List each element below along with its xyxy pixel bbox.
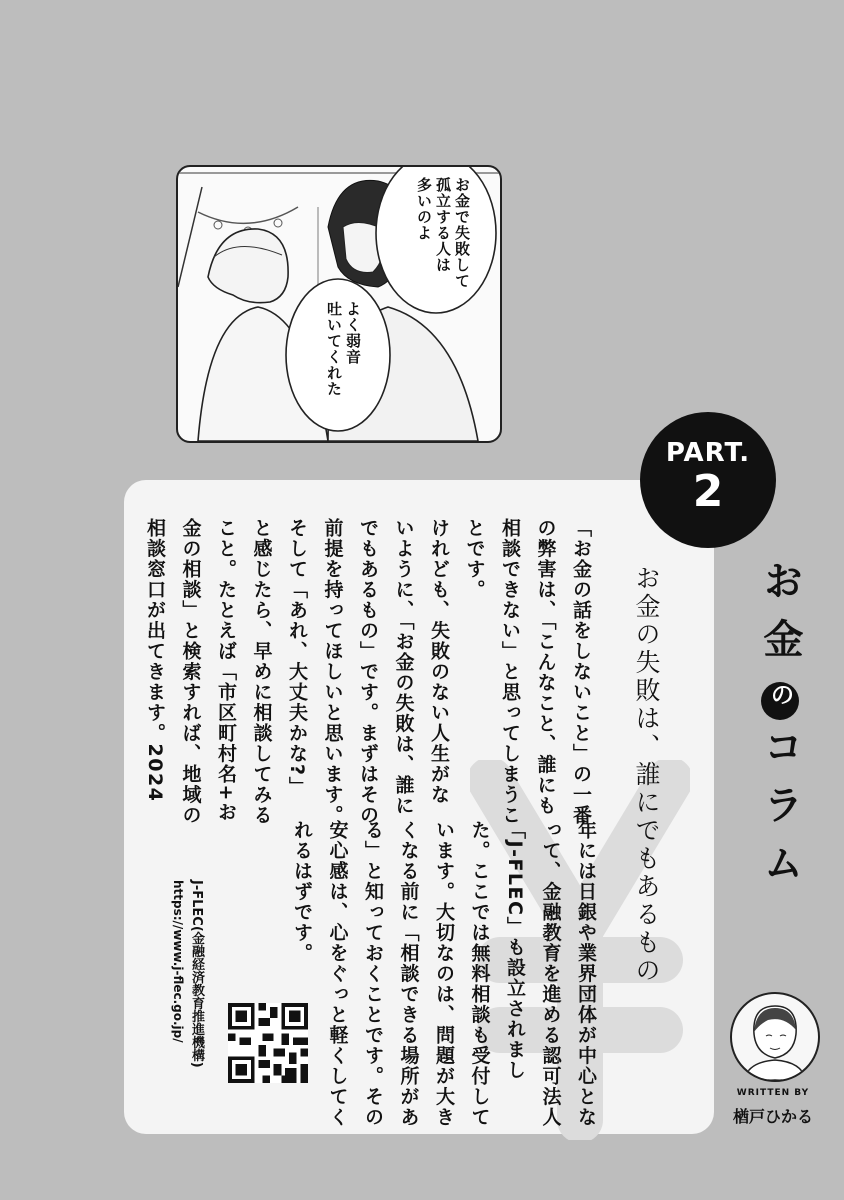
series-title bbox=[752, 560, 809, 900]
body-line: 相談できない」と思ってしまうこ bbox=[499, 518, 521, 826]
body-line: と感じたら、早めに相談してみる bbox=[250, 518, 273, 826]
part-badge bbox=[640, 412, 776, 548]
body-line: た。ここでは無料相談も受付して bbox=[468, 820, 491, 1128]
body-line: る」と知っておくことです。その bbox=[362, 820, 384, 1128]
body-line: って、金融教育を進める認可法人 bbox=[539, 820, 562, 1128]
footer-url[interactable]: https://www.j-flec.go.jp/ bbox=[171, 880, 185, 1043]
series-title-after: コラム bbox=[757, 726, 803, 900]
speech-bubble-right: お金で失敗して 孤立する人は 多いのよ bbox=[415, 177, 471, 289]
series-title-before: お金 bbox=[757, 560, 803, 676]
article-subtitle: お金の失敗は、誰にでもあるもの bbox=[632, 565, 661, 985]
series-title-no: の bbox=[761, 682, 799, 720]
body-line: 前提を持ってほしいと思います。 bbox=[321, 518, 344, 826]
part-label: PART. bbox=[665, 438, 751, 468]
body-line: そして「あれ、大丈夫かな?」 bbox=[286, 518, 308, 798]
body-line: います。大切なのは、問題が大き bbox=[433, 820, 455, 1128]
manga-panel bbox=[176, 165, 502, 443]
footer-org: J-FLEC(金融経済教育推進機構) bbox=[189, 880, 204, 1068]
body-line: けれども、失敗のない人生がな bbox=[428, 518, 450, 805]
body-line: の弊害は、「こんなこと、誰にも bbox=[534, 518, 557, 816]
body-line: 「J-FLEC」も設立されまし bbox=[504, 820, 526, 1081]
body-line: 相談窓口が出てきます。2024 bbox=[144, 518, 166, 803]
qr-code-icon[interactable] bbox=[228, 1003, 308, 1083]
author-avatar bbox=[730, 992, 820, 1082]
body-line: くなる前に「相談できる場所があ bbox=[397, 820, 420, 1128]
body-line: こと。たとえば「市区町村名+お bbox=[215, 518, 237, 823]
body-line: 安心感は、心をぐっと軽くしてく bbox=[326, 820, 349, 1128]
author-portrait-icon bbox=[732, 994, 818, 1080]
body-line: 「お金の話をしないこと」の一番 bbox=[570, 518, 592, 826]
body-line: とです。 bbox=[463, 518, 486, 600]
speech-bubble-left: よく弱音 吐いてくれた bbox=[325, 301, 362, 397]
author-name: 楢戸ひかる bbox=[732, 1107, 813, 1126]
body-line: でもあるもの」です。まずはその bbox=[357, 518, 379, 826]
body-line: いように、「お金の失敗は、誰に bbox=[392, 518, 415, 816]
body-line: 年には日銀や業界団体が中心とな bbox=[575, 820, 597, 1128]
body-line: れるはずです。 bbox=[291, 820, 313, 964]
part-number: 2 bbox=[692, 466, 724, 517]
written-by-label: WRITTEN BY bbox=[736, 1088, 810, 1098]
body-line: 金の相談」と検索すれば、地域の bbox=[179, 518, 202, 826]
